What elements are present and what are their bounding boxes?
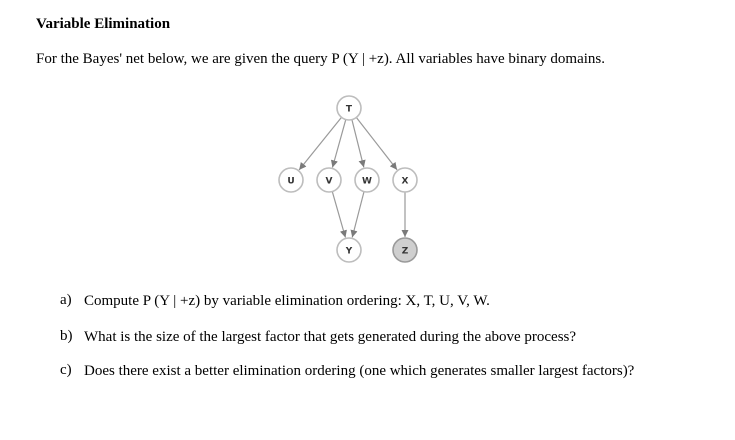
node-x xyxy=(393,168,417,192)
question-b xyxy=(60,328,640,347)
node-w-label: W xyxy=(362,176,372,187)
node-z-label: Z xyxy=(401,246,409,257)
bayes-net-diagram xyxy=(270,90,430,270)
node-v xyxy=(317,168,341,192)
node-w xyxy=(355,168,379,192)
node-z xyxy=(393,238,417,262)
node-t xyxy=(337,96,361,120)
node-t-label: T xyxy=(345,104,353,115)
question-b-letter: b) xyxy=(60,328,73,344)
question-a-text: Compute P (Y | +z) by variable elimination ordering: X, T, U, V, W. xyxy=(84,293,490,309)
node-y xyxy=(337,238,361,262)
question-a xyxy=(60,292,640,311)
node-y-label: Y xyxy=(345,246,353,257)
edge-t-w xyxy=(352,120,364,168)
node-x-label: X xyxy=(401,176,409,187)
question-a-letter: a) xyxy=(60,292,72,308)
edge-v-y xyxy=(332,192,345,238)
section-title: Variable Elimination xyxy=(36,16,171,32)
node-u xyxy=(279,168,303,192)
question-c-letter: c) xyxy=(60,362,72,378)
node-u-label: U xyxy=(287,176,295,187)
question-b-text: What is the size of the largest factor that gets generated during the above process? xyxy=(84,329,577,345)
question-c xyxy=(60,362,640,381)
edge-w-y xyxy=(352,192,364,238)
problem-statement: For the Bayes' net below, we are given the query P (Y | +z). All variables have binary domains. xyxy=(36,51,606,67)
edge-t-u xyxy=(299,117,341,170)
node-v-label: V xyxy=(325,176,333,187)
question-c-text: Does there exist a better elimination ordering (one which generates smaller largest factors)? xyxy=(84,363,635,379)
